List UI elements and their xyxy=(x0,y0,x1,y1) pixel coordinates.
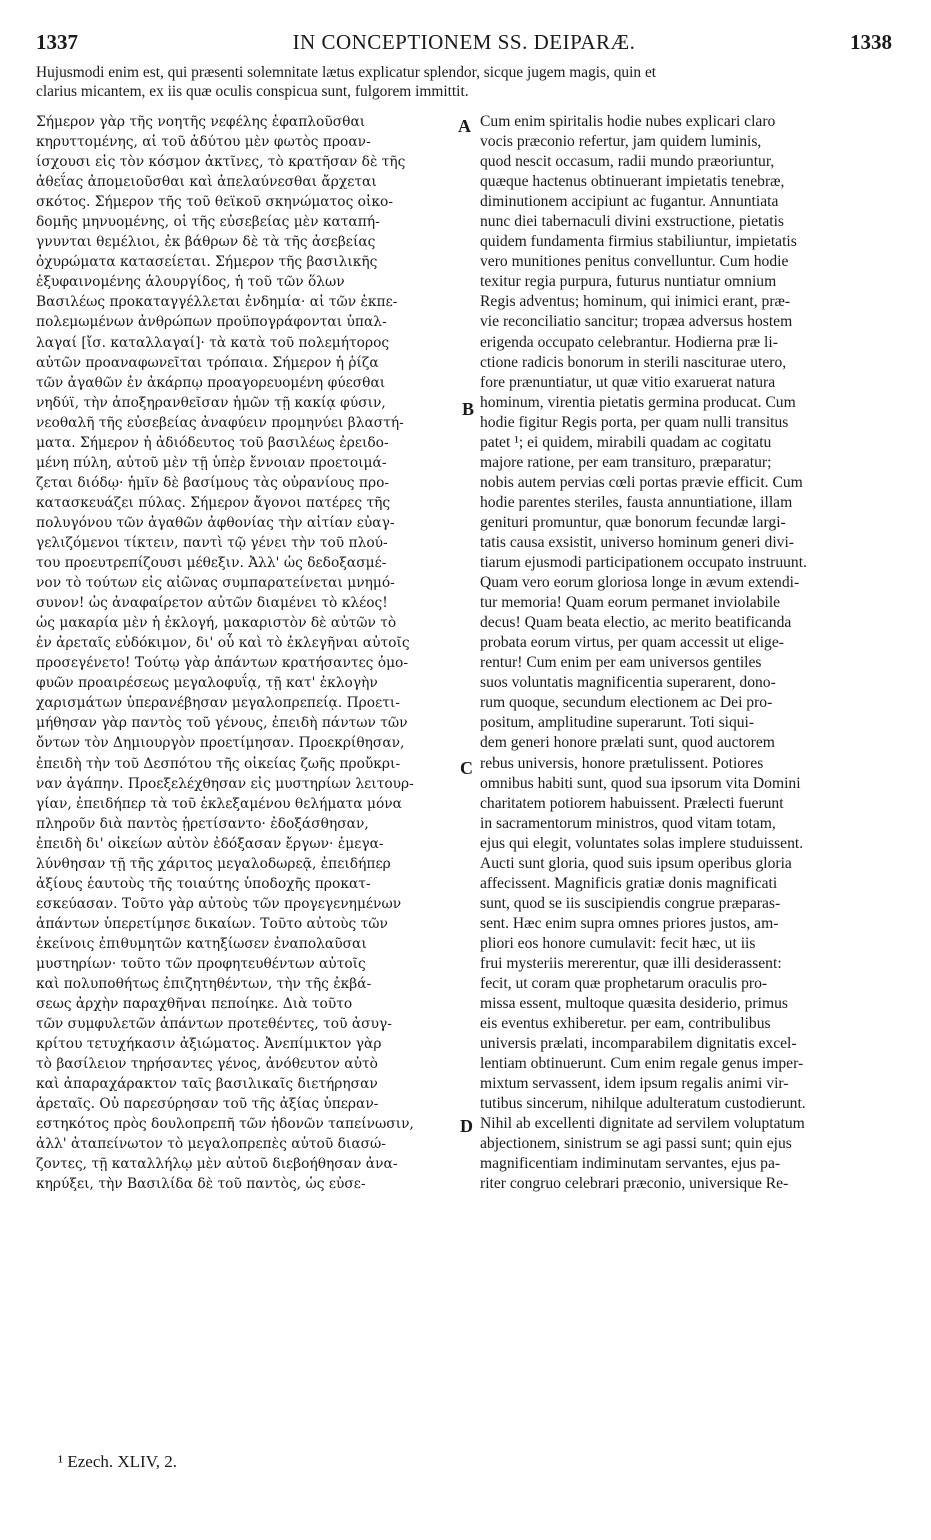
latin-text-line: rebus universis, honore prætulissent. Potiores xyxy=(480,754,764,772)
footnote: ¹ Ezech. XLIV, 2. xyxy=(58,1452,178,1471)
intro-line: Hujusmodi enim est, qui præsenti solemnitate lætus explicatur splendor, sicque jugem magis, quin et xyxy=(36,64,657,81)
latin-text-line: vero munitiones penitus convelluntur. Cum hodie xyxy=(480,253,789,271)
latin-text-line: tur memoria! Quam eorum permanet inviolabile xyxy=(480,594,781,612)
greek-text-line: ἐπειδὴ τὴν τοῦ Δεσπότου τῆς οἰκείας ζωῆς προὔκρι- xyxy=(36,755,401,772)
latin-text-line: Aucti sunt gloria, quod suis ipsum operibus gloria xyxy=(480,854,792,872)
greek-text-line: ίσχουσι εἰς τὸν κόσμον ἀκτῖνες, τὸ κρατῆσαν δὲ τῆς xyxy=(36,154,406,171)
greek-text-line: φυῶν προαιρέσεως μεγαλοφυΐᾳ, τῇ κατ' ἐκλογὴν xyxy=(36,675,378,692)
intro-paragraph xyxy=(36,63,892,102)
running-title: IN CONCEPTIONEM SS. DEIPARÆ. xyxy=(292,30,636,54)
greek-text-line: ἐπειδὴ δι' οἰκείων αὐτὸν ἐδόξασαν ἔργων· ἐμεγα- xyxy=(36,835,384,852)
section-marker-c: C xyxy=(460,758,473,778)
latin-text-line: fecit, ut coram quæ prophetarum oraculis pro- xyxy=(480,975,768,993)
greek-text-line: αὐτῶν προαναφωνεῖται τρόπαια. Σήμερον ἡ ῥίζα xyxy=(36,354,379,371)
latin-text-line: fore prænuntiatur, ut quæ vitio exaruerat natura xyxy=(480,373,776,391)
latin-text-line: nobis autem pervias cœli portas prævie efficit. Cum xyxy=(480,473,803,491)
latin-text-line: Regis adventus; hominum, qui inimici erant, præ- xyxy=(480,293,791,311)
latin-text-line: quidem fundamenta firmius stabiliuntur, impietatis xyxy=(480,233,797,251)
greek-text-line: του προευτρεπίζουσι μέθεξιν. Ἀλλ' ὡς δεδοξασμέ- xyxy=(36,555,387,572)
latin-column xyxy=(480,112,892,1195)
latin-text-line: lentiam obtinuerunt. Cum enim regale genus imper- xyxy=(480,1055,804,1073)
greek-text-line: τὸ βασίλειον τηρήσαντες γένος, ἀνόθευτον αὐτὸ xyxy=(36,1056,378,1073)
latin-text-line: magnificentiam indiminutam servantes, ejus pa- xyxy=(480,1155,781,1173)
latin-text-line: missa essent, multoque quæsita desiderio, primus xyxy=(480,995,788,1013)
greek-text-line: ματα. Σήμερον ἡ ἀδιόδευτος τοῦ βασιλέως ἐρειδο- xyxy=(36,434,389,451)
latin-text-line: riter congruo celebrari præconio, universique Re- xyxy=(480,1175,789,1193)
latin-text-line: sunt, quod se iis suscipiendis congrue præparas- xyxy=(480,894,781,912)
greek-text-line: ἐκείνοις ἐπιθυμητῶν κατηξίωσεν ἐναπολαῦσαι xyxy=(36,935,367,952)
greek-text-line: μένη πύλη, αὐτοῦ μὲν τῇ ὑπὲρ ἔννοιαν προετοιμά- xyxy=(36,454,387,471)
latin-text-line: hodie figitur Regis porta, per quam nulli transitus xyxy=(480,413,789,431)
latin-text-line: tutibus sincerum, nihilque adulteratum custodierunt. xyxy=(480,1095,806,1113)
greek-text-line: ἀρεταῖς. Οὐ παρεσύρησαν τοῦ τῆς ἀξίας ὑπεραν- xyxy=(36,1096,379,1113)
latin-text-line: Nihil ab excellenti dignitate ad servilem voluptatum xyxy=(480,1115,805,1133)
latin-text-line: probata eorum virtus, per quam accessit ut elige- xyxy=(480,634,784,652)
greek-text-line: χαρισμάτων ὑπερανέβησαν μεγαλοπρεπείᾳ. Προετι- xyxy=(36,695,400,712)
latin-text-line: quæque hactenus obtinuerant impietatis tenebræ, xyxy=(480,173,785,191)
latin-text-line: rum quoque, secundum electionem ac Dei pro- xyxy=(480,694,773,712)
greek-text-line: κηρυττομένης, αἱ τοῦ ἀδύτου μὲν φωτὸς προαν- xyxy=(36,134,371,151)
greek-text-line: πολυγόνου τῶν ἀγαθῶν ἀφθονίας τὴν αἰτίαν εὐαγ- xyxy=(36,514,395,531)
greek-text-line: ὡς μακαρία μὲν ἡ ἐκλογή, μακαριστὸν δὲ αὐτῶν τὸ xyxy=(36,615,397,632)
greek-text-line: ἀξίους ἑαυτοὺς τῆς τοιαύτης ὑποδοχῆς προκατ- xyxy=(36,875,371,892)
latin-text-line: omnibus habiti sunt, quod sua ipsorum vita Domini xyxy=(480,774,801,792)
section-marker-b: B xyxy=(462,399,475,419)
greek-text-line: μήθησαν γὰρ παντὸς τοῦ γένους, ἐπειδὴ πάντων τῶν xyxy=(36,715,408,732)
latin-text-line: texitur regia purpura, futurus nuntiatur omnium xyxy=(480,273,777,291)
latin-text-line: ejus qui elegit, voluntates solas implere studuissent. xyxy=(480,834,804,852)
latin-text-line: Quam vero eorum gloriosa longe in ævum extendi- xyxy=(480,574,800,592)
latin-text-line: vie reconciliatio sancitur; tropæa adversus hostem xyxy=(480,313,793,331)
latin-text-line: majore ratione, per eam transituro, præparatur; xyxy=(480,453,772,471)
latin-text-line: quod nescit occasum, radii mundo præoriuntur, xyxy=(480,153,775,171)
latin-text-line: Cum enim spiritalis hodie nubes explicari claro xyxy=(480,113,776,130)
greek-text-line: λαγαί [ἴσ. καταλλαγαί]· τὰ κατὰ τοῦ πολεμήτορος xyxy=(36,334,390,351)
latin-text-line: rentur! Cum enim per eam universos gentiles xyxy=(480,654,762,672)
latin-text-line: tatis causa exsistit, universo hominum generi divi- xyxy=(480,533,794,551)
latin-text-line: sent. Hæc enim supra omnes priores justos, am- xyxy=(480,914,779,932)
latin-text-line: hodie parentes steriles, fausta annuntiatione, illam xyxy=(480,493,793,511)
greek-text-line: γίαν, ἐπειδήπερ τὰ τοῦ ἐκλεξαμένου θελήματα μόνα xyxy=(36,795,402,812)
page-number-left: 1337 xyxy=(36,30,78,54)
greek-column xyxy=(36,112,456,1195)
latin-text-line: charitatem potiorem habuissent. Prælecti fuerunt xyxy=(480,794,784,812)
greek-text-line: ἐν ἀρεταῖς εὐδόκιμον, δι' οὗ καὶ τὸ ἐκλεγῆναι αὐτοῖς xyxy=(36,635,410,652)
latin-text-line: decus! Quam beata electio, ac merito beatificanda xyxy=(480,614,792,632)
latin-text-line: erigenda occupato celebrantur. Hodierna præ li- xyxy=(480,333,778,351)
latin-text-line: positum, amplitudine superarunt. Toti siqui- xyxy=(480,714,755,732)
latin-text-line: ctione radicis bonorum in sterili nasciturae utero, xyxy=(480,353,787,371)
greek-text-line: πολεμωμένων ἀνθρώπων προϋπογράφονται ὑπαλ- xyxy=(36,314,387,331)
latin-text-line: frui mysteriis mererentur, quæ illi desiderassent: xyxy=(480,954,782,972)
greek-text-line: ἀλλ' ἀταπείνωτον τὸ μεγαλοπρεπὲς αὐτοῦ διασώ- xyxy=(36,1136,386,1153)
latin-text-line: abjectionem, sinistrum se agi passi sunt; quin ejus xyxy=(480,1135,792,1153)
greek-text-line: καὶ πολυποθήτως ἐπιζητηθέντων, τὴν τῆς ἐκβά- xyxy=(36,976,372,993)
greek-text-line: νηδύϊ, τὴν ἀποξηρανθεῖσαν ἡμῶν τῇ κακίᾳ φύσιν, xyxy=(36,394,386,411)
greek-text-line: ναν ἀγάπην. Προεξελέχθησαν εἰς μυστηρίων λειτουρ- xyxy=(36,775,414,792)
latin-text-line: hominum, virentia pietatis germina producat. Cum xyxy=(480,393,796,411)
greek-text-line: ὀχυρώματα κατασείεται. Σήμερον τῆς βασιλικῆς xyxy=(36,254,378,271)
greek-text-line: νεοθαλῆ τῆς εὐσεβείας ἀναφύειν προμηνύει βλαστή- xyxy=(36,414,404,431)
page-number-right: 1338 xyxy=(850,30,892,54)
latin-text-line: universis prælati, incomparabilem dignitatis excel- xyxy=(480,1035,797,1053)
latin-text-line: in sacramentorum ministros, quod vitam totam, xyxy=(480,814,776,832)
greek-text-line: εστηκότος πρὸς δουλοπρεπῆ τῶν ἡδονῶν ταπείνωσιν, xyxy=(36,1116,414,1133)
greek-text-line: γελιζόμενοι τίκτειν, παντὶ τῷ γένει τὴν τοῦ πλού- xyxy=(36,534,388,551)
latin-text-line: eis eventus exhiberetur. per eam, contribulibus xyxy=(480,1015,771,1033)
section-marker-a: A xyxy=(458,116,471,136)
greek-text-line: γνυνται θεμέλιοι, ἐκ βάθρων δὲ τὰ τῆς ἀσεβείας xyxy=(36,234,376,251)
latin-text-line: affecissent. Magnificis gratiæ donis magnificati xyxy=(480,874,778,892)
greek-text-line: Βασιλέως προκαταγγέλλεται ἐνδημία· αἱ τῶν ἐκπε- xyxy=(36,294,398,311)
greek-text-line: δομῆς μηνυομένης, οἱ τῆς εὐσεβείας μὲν καταπή- xyxy=(36,214,380,231)
greek-text-line: κρίτου τετυχήκασιν ἀξιώματος. Ἀνεπίμικτον γὰρ xyxy=(36,1036,382,1053)
greek-text-line: ἀθεΐας ἀπομειοῦσθαι καὶ ἀπελαύνεσθαι ἄρχεται xyxy=(36,174,377,191)
section-marker-d: D xyxy=(460,1116,473,1136)
greek-text-line: ζοντες, τῇ καταλλήλῳ μὲν αὐτοῦ διεβοήθησαν ἀνα- xyxy=(36,1156,398,1173)
greek-text-line: πληροῦν διὰ παντὸς ᾑρετίσαντο· ἐδοξάσθησαν, xyxy=(36,815,369,832)
greek-text-line: κατασκευάζει πύλας. Σήμερον ἄγονοι πατέρες τῆς xyxy=(36,494,391,511)
greek-text-line: μυστηρίων· τοῦτο τῶν προφητευθέντων αὐτοῖς xyxy=(36,955,366,972)
greek-text-line: εσκεύασαν. Τοῦτο γὰρ αὐτοὺς τῶν προγεγενημένων xyxy=(36,895,402,912)
greek-text-line: ζεται διόδῳ· ἡμῖν δὲ βασίμους τὰς οὐρανίους προ- xyxy=(36,474,390,491)
greek-text-line: κηρύξει, τὴν Βασιλίδα δὲ τοῦ παντὸς, ὡς εὐσε- xyxy=(36,1176,366,1193)
latin-text-line: vocis præconio refertur, jam quidem luminis, xyxy=(480,133,762,151)
latin-text-line: genituri promuntur, quæ bonorum fecundæ largi- xyxy=(480,513,786,531)
latin-text-line: suos voluntatis magnificentia superarent, dono- xyxy=(480,674,776,692)
greek-text-line: τῶν ἀγαθῶν ἐν ἀκάρπῳ προαγορευομένη φύεσθαι xyxy=(36,374,386,391)
greek-text-line: σεως ἀρχὴν παραχθῆναι πεποίηκε. Διὰ τοῦτο xyxy=(36,996,353,1013)
greek-text-line: ἐξυφαινομένης ἁλουργίδος, ἡ τοῦ τῶν ὅλων xyxy=(36,274,345,291)
latin-text-line: dem generi honore prælati sunt, quod auctorem xyxy=(480,734,775,752)
greek-text-line: σκότος. Σήμερον τῆς τοῦ θεϊκοῦ σκηνώματος οἰκο- xyxy=(36,194,393,211)
latin-text-line: pliori eos honore cumulavit: fecit hæc, ut iis xyxy=(480,934,756,952)
greek-text-line: ἁπάντων ὑπερετίμησε δικαίων. Τοῦτο αὐτοὺς τῶν xyxy=(36,915,388,932)
greek-text-line: προσεγένετο! Τούτῳ γὰρ ἁπάντων κρατήσαντες ὁμο- xyxy=(36,655,409,672)
greek-text-line: νον τὸ τούτων εἰς αἰῶνας συμπαρατείνεται μνημό- xyxy=(36,575,395,592)
latin-text-line: diminutionem accipiunt ac fugantur. Annuntiata xyxy=(480,193,779,211)
latin-text-line: patet ¹; ei quidem, mirabili quadam ac cogitatu xyxy=(480,433,772,451)
greek-text-line: λύνθησαν τῇ τῆς χάριτος μεγαλοδωρεᾷ, ἐπειδήπερ xyxy=(36,855,391,872)
latin-text-line: nunc diei tabernaculi divini exstructione, pietatis xyxy=(480,213,784,231)
latin-text-line: tiarum ejusmodi participationem occupato instruunt. xyxy=(480,554,807,572)
greek-text-line: τῶν συμφυλετῶν ἁπάντων προτεθέντες, τοῦ ἀσυγ- xyxy=(36,1016,392,1033)
greek-text-line: συνον! ὡς ἀναφαίρετον αὐτῶν διαμένει τὸ κλέος! xyxy=(36,595,388,612)
intro-line: clarius micantem, ex iis quæ oculis conspicua sunt, fulgorem immittit. xyxy=(36,83,469,101)
latin-text-line: mixtum servassent, idem ipsum regalis animi vir- xyxy=(480,1075,789,1093)
greek-text-line: ὄντων τὸν Δημιουργὸν προετίμησαν. Προεκρίθησαν, xyxy=(36,735,405,752)
greek-text-line: καὶ ἀπαραχάρακτον ταῖς βασιλικαῖς διετήρησαν xyxy=(36,1076,378,1093)
greek-text-line: Σήμερον γὰρ τῆς νοητῆς νεφέλης ἐφαπλοῦσθαι xyxy=(36,114,366,130)
running-header xyxy=(36,30,892,56)
